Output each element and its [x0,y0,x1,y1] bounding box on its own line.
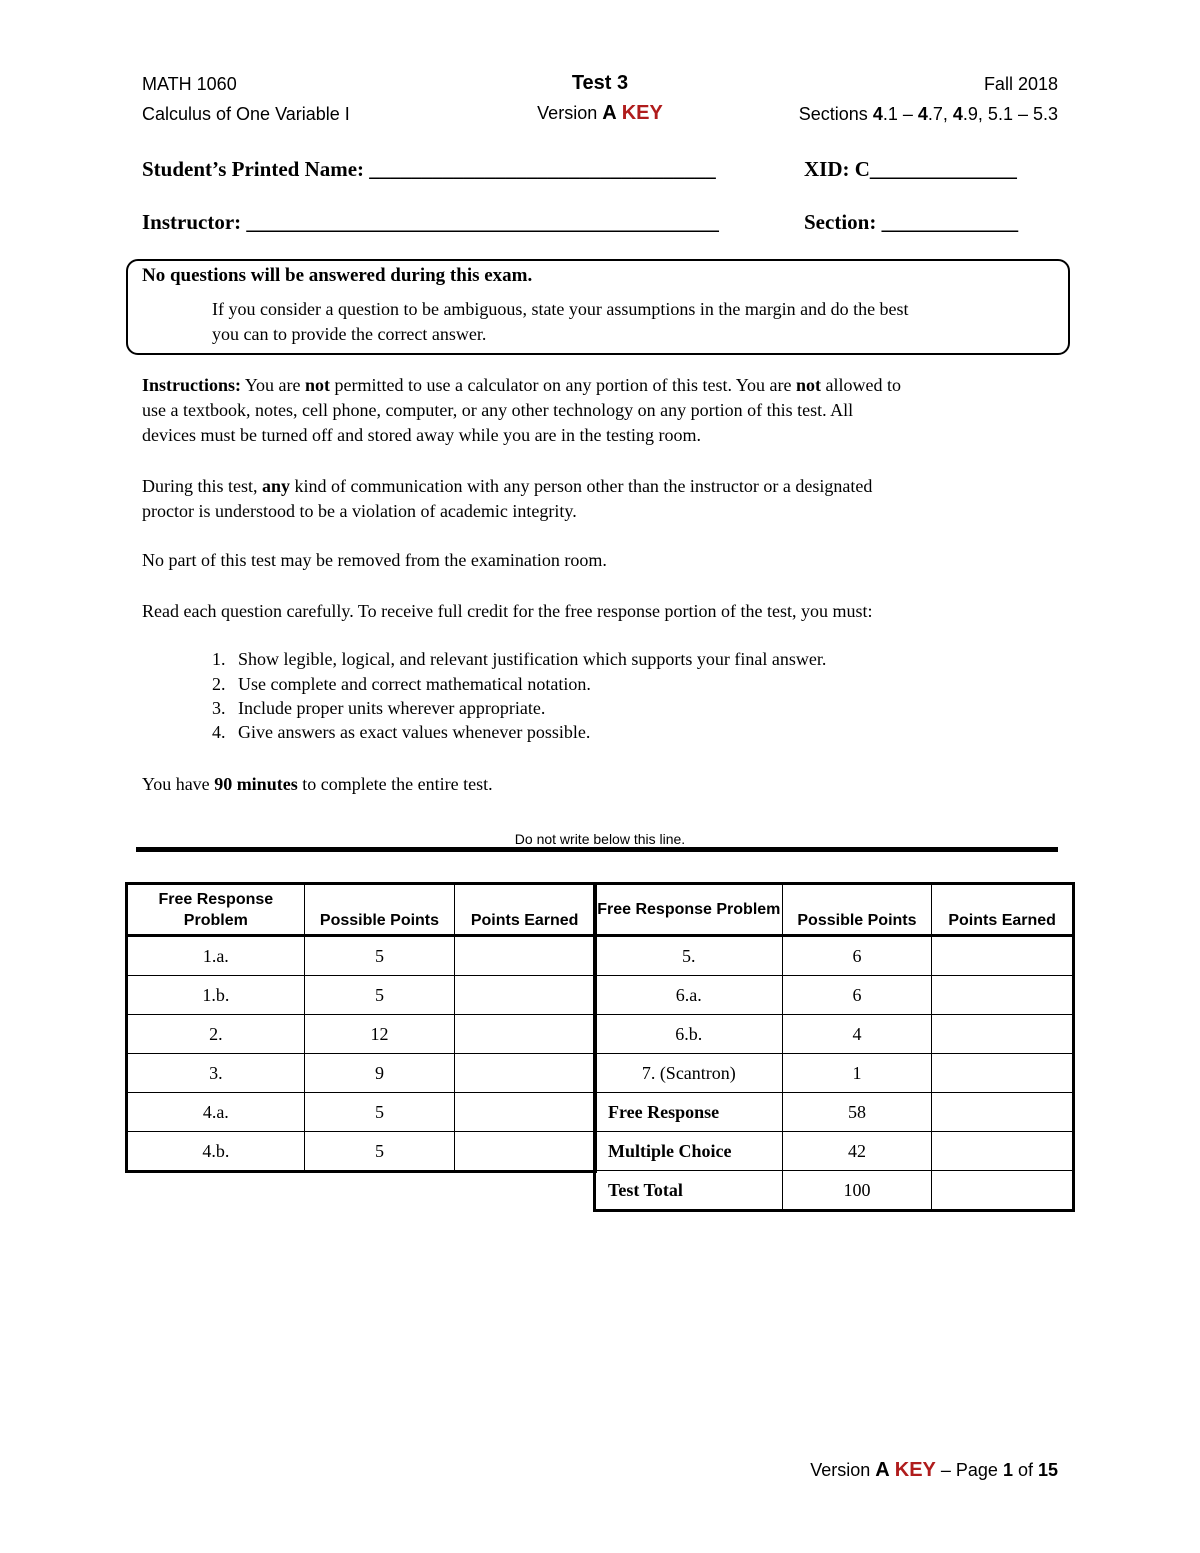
xid-blank[interactable]: ______________ [869,157,1017,181]
problem-cell: 6.b. [596,1015,783,1054]
problem-cell: 5. [596,936,783,976]
xid-field[interactable] [804,157,1017,182]
footer-version-letter: A [875,1459,890,1481]
course-name: Calculus of One Variable I [142,104,350,124]
score-table-right [595,884,1073,1210]
points-cell: 12 [304,1015,455,1054]
points-cell: 1 [782,1054,932,1093]
problem-cell: 1.a. [128,936,305,976]
table-row [596,936,1073,976]
earned-cell[interactable] [455,936,595,976]
instructions-line-3: devices must be turned off and stored away while you are in the testing room. [142,425,702,445]
requirement-text: Use complete and correct mathematical notation. [238,674,591,694]
notice-line-1: If you consider a question to be ambiguous, state your assumptions in the margin and do the best [212,299,909,319]
footer-page-total: 15 [1037,1460,1058,1480]
earned-cell[interactable] [932,1054,1073,1093]
student-name-field[interactable] [142,157,716,182]
points-cell: 5 [304,976,455,1015]
requirement-item [212,674,591,695]
xid-label: XID: C [804,157,870,181]
communication-line-2: proctor is understood to be a violation of academic integrity. [142,501,577,521]
problem-cell: 1.b. [128,976,305,1015]
table-row [596,1015,1073,1054]
requirement-number: 2. [212,674,226,694]
requirement-number: 3. [212,698,226,718]
table-row [128,1132,595,1171]
requirement-number: 1. [212,649,226,669]
earned-cell[interactable] [932,1171,1073,1210]
communication-paragraph [142,474,1072,524]
problem-cell: 4.b. [128,1132,305,1171]
earned-cell[interactable] [455,1054,595,1093]
table-row [128,936,595,976]
section-blank[interactable]: _____________ [881,210,1019,234]
points-cell: 4 [782,1015,932,1054]
points-cell: 5 [304,1093,455,1132]
sections-b-tail: .9, 5.1 – 5.3 [962,104,1058,124]
earned-cell[interactable] [455,1093,595,1132]
sections-a-end: 4 [917,104,928,124]
time-duration: 90 minutes [214,774,298,794]
problem-cell: 4.a. [128,1093,305,1132]
earned-cell[interactable] [455,1132,595,1171]
instructions-paragraph [142,373,1072,448]
section-field[interactable] [804,210,1018,235]
test-total-label: Test Total [596,1171,783,1210]
notice-title: No questions will be answered during this exam. [142,265,533,286]
instructions-text-c: allowed to [820,375,901,395]
table-row [596,1093,1073,1132]
table-row [596,1171,1073,1210]
table-row [596,1054,1073,1093]
earned-cell[interactable] [932,1093,1073,1132]
header-possible: Possible Points [304,885,455,936]
table-row [128,1093,595,1132]
communication-text-a: During this test, [142,476,262,496]
problem-cell: 6.a. [596,976,783,1015]
problem-cell: 3. [128,1054,305,1093]
communication-text-b: kind of communication with any person other than the instructor or a designated [290,476,873,496]
table-row [128,976,595,1015]
earned-cell[interactable] [455,976,595,1015]
header-possible: Possible Points [782,885,932,936]
requirement-text: Give answers as exact values whenever possible. [238,722,591,742]
read-carefully-paragraph: Read each question carefully. To receive full credit for the free response portion of the test, you must: [142,601,873,621]
term: Fall 2018 [983,74,1058,94]
divider-rule [136,847,1058,852]
student-name-blank[interactable]: _________________________________ [369,157,716,181]
footer-page-text: – Page [935,1460,1003,1480]
requirement-text: Show legible, logical, and relevant justification which supports your final answer. [238,649,827,669]
requirement-item [212,649,826,670]
table-row [596,976,1073,1015]
communication-any: any [262,476,291,496]
earned-cell[interactable] [932,1132,1073,1171]
points-cell: 5 [304,936,455,976]
free-response-total-label: Free Response [596,1093,783,1132]
footer-page-number: 1 [1002,1460,1013,1480]
points-cell: 100 [782,1171,932,1210]
requirement-text: Include proper units wherever appropriate. [238,698,546,718]
version-prefix: Version [537,103,598,123]
earned-cell[interactable] [932,976,1073,1015]
instructions-not-1: not [305,375,331,395]
requirement-number: 4. [212,722,226,742]
points-cell: 5 [304,1132,455,1171]
sections-a-start: 4 [872,104,883,124]
instructor-field[interactable] [142,210,719,235]
section-label: Section: [804,210,877,234]
footer-of-text: of [1012,1460,1038,1480]
sections-line [799,104,1058,125]
points-cell: 58 [782,1093,932,1132]
instructor-label: Instructor: [142,210,242,234]
instructor-blank[interactable]: _____________________________________________ [246,210,719,234]
sections-prefix: Sections [798,104,868,124]
version-letter: A [602,102,617,124]
earned-cell[interactable] [932,936,1073,976]
earned-cell[interactable] [932,1015,1073,1054]
course-code: MATH 1060 [142,74,237,94]
footer-version-key: KEY [894,1459,936,1481]
table-header-row [128,885,595,936]
table-row [128,1054,595,1093]
header-earned: Points Earned [932,885,1073,936]
instructions-label: Instructions: [142,375,242,395]
sections-b: 4 [952,104,963,124]
points-cell: 9 [304,1054,455,1093]
problem-cell: 2. [128,1015,305,1054]
time-paragraph [142,772,493,797]
requirement-item [212,698,545,719]
footer-version-prefix: Version [810,1460,876,1480]
instructions-line-2: use a textbook, notes, cell phone, computer, or any other technology on any portion of this test. All [142,400,854,420]
sections-a-start-tail: .1 – [882,104,918,124]
time-text-c: to complete the entire test. [297,774,493,794]
score-table-left [127,884,595,1171]
instructions-text-a: You are [241,375,306,395]
table-header-row [596,885,1073,936]
header-problem: Free Response Problem [596,885,783,936]
instructions-not-2: not [795,375,821,395]
page-footer [810,1459,1058,1482]
test-title: Test 3 [571,72,629,94]
version-key: KEY [621,102,663,124]
points-cell: 42 [782,1132,932,1171]
problem-cell: 7. (Scantron) [596,1054,783,1093]
table-row [128,1015,595,1054]
removal-paragraph: No part of this test may be removed from the examination room. [142,550,607,570]
requirement-item [212,722,590,743]
student-name-label: Student’s Printed Name: [142,157,365,181]
notice-line-2: you can to provide the correct answer. [212,324,487,344]
time-text-a: You have [142,774,215,794]
header-earned: Points Earned [455,885,595,936]
sections-a-end-tail: .7, [927,104,953,124]
header-problem: Free Response Problem [128,885,305,936]
instructions-text-b: permitted to use a calculator on any portion of this test. You are [330,375,796,395]
table-row [596,1132,1073,1171]
earned-cell[interactable] [455,1015,595,1054]
points-cell: 6 [782,976,932,1015]
points-cell: 6 [782,936,932,976]
divider-caption: Do not write below this line. [514,831,686,847]
multiple-choice-total-label: Multiple Choice [596,1132,783,1171]
